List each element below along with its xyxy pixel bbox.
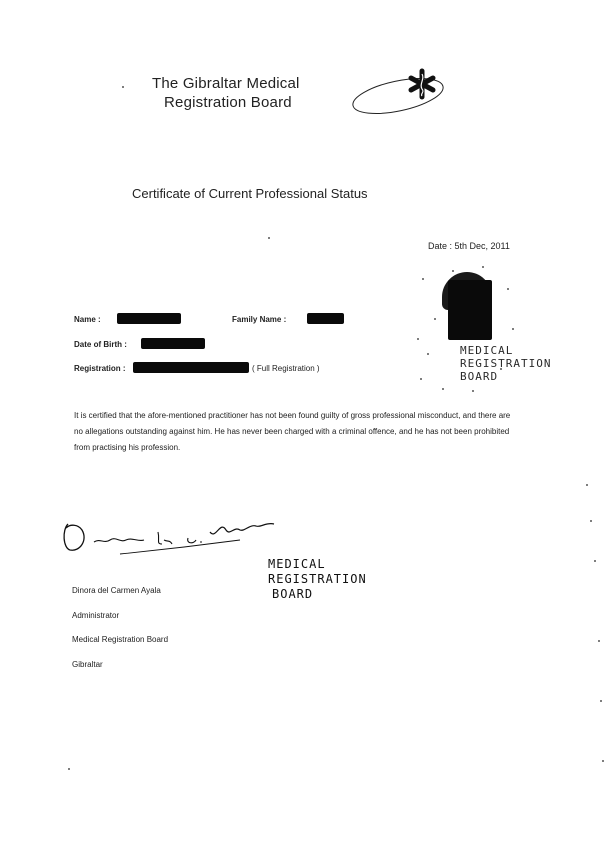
stamp-line3: BOARD [272, 587, 314, 601]
stamp-line1: MEDICAL [268, 557, 326, 571]
registration-redaction [133, 362, 249, 373]
organization-name [152, 74, 300, 112]
registration-type: ( Full Registration ) [252, 364, 320, 373]
date-label: Date : [428, 241, 453, 251]
name-redaction [117, 313, 181, 324]
certification-statement: It is certified that the afore-mentioned practitioner has not been found guilty of gross professional misconduct, and there are no allegations outstanding against him. He has never been charged with a criminal offence, and he has not been prohibited from practising his profession. [74, 411, 511, 452]
scan-speck [600, 700, 602, 702]
scan-speck [68, 768, 70, 770]
organization-name-line1: The Gibraltar Medical [152, 75, 300, 92]
signatory-place: Gibraltar [72, 660, 103, 669]
signatory-name: Dinora del Carmen Ayala [72, 586, 161, 595]
certificate-title: Certificate of Current Professional Status [132, 186, 368, 201]
family-name-label: Family Name : [232, 315, 287, 324]
scan-speck [586, 484, 588, 486]
photo-stamp-line2: REGISTRATION [460, 357, 552, 370]
photo-redaction [448, 280, 492, 340]
scan-speck [590, 520, 592, 522]
photo-stamp [460, 344, 551, 383]
dob-label: Date of Birth : [74, 340, 127, 349]
stamp-line2: REGISTRATION [268, 572, 367, 586]
photo-stamp-line1: MEDICAL [460, 344, 514, 357]
scan-speck [268, 237, 270, 239]
practitioner-photo [412, 258, 552, 398]
registration-board-stamp [268, 557, 367, 602]
signatory-organization: Medical Registration Board [72, 635, 169, 644]
scan-speck [594, 560, 596, 562]
signatory-role: Administrator [72, 611, 120, 620]
scan-speck [598, 640, 600, 642]
star-of-life-icon [350, 66, 450, 116]
family-name-redaction [307, 313, 344, 324]
organization-name-line2: Registration Board [164, 94, 292, 111]
issue-date [428, 241, 510, 251]
name-label: Name : [74, 315, 101, 324]
date-value: 5th Dec, 2011 [454, 241, 510, 251]
signature [60, 510, 290, 560]
photo-stamp-line3: BOARD [460, 370, 499, 383]
scan-speck [602, 760, 604, 762]
registration-label: Registration : [74, 364, 126, 373]
dob-redaction [141, 338, 205, 349]
scan-speck [122, 86, 124, 88]
